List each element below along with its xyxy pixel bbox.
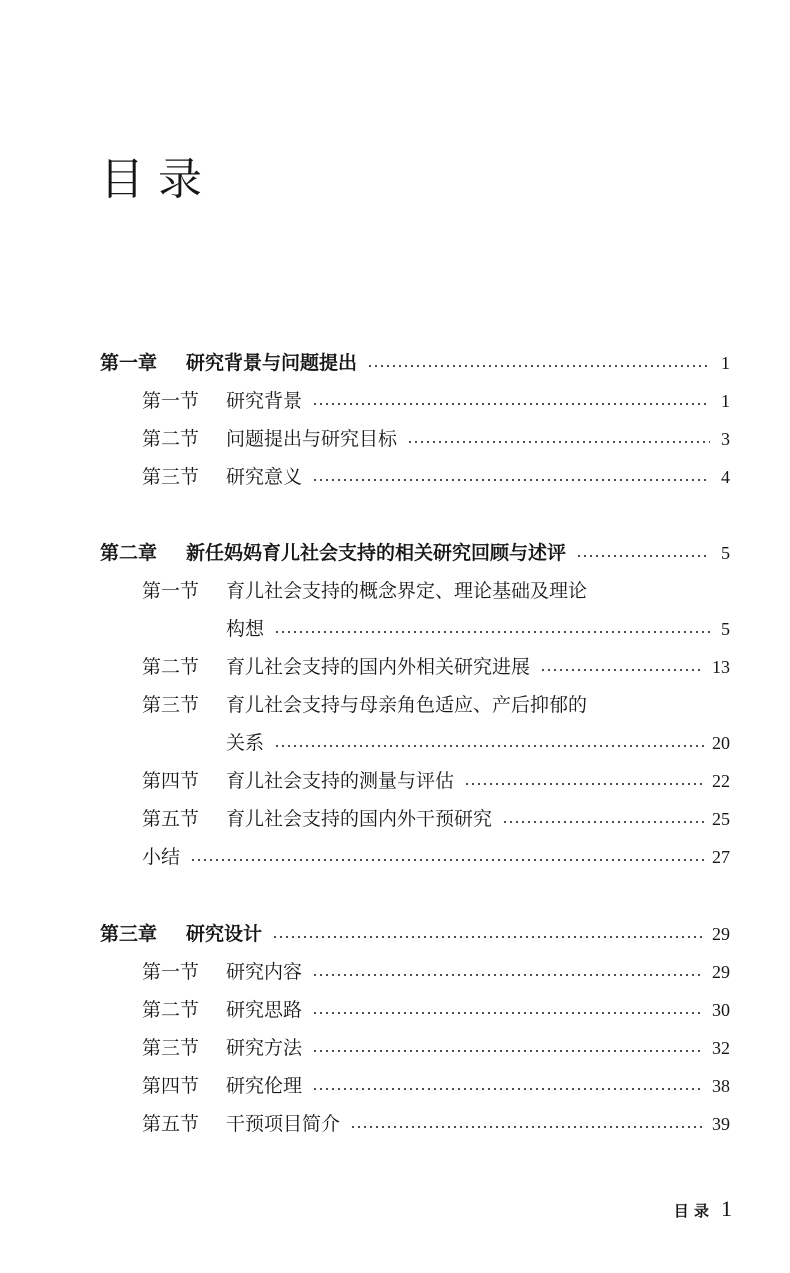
section-number: 第三节 [142,1037,200,1059]
page-number: 30 [712,1000,730,1020]
section-number: 第四节 [142,1075,200,1097]
section-number: 第五节 [142,1113,200,1135]
section-title: 育儿社会支持的概念界定、理论基础及理论 [226,580,588,602]
dot-leader [274,745,704,747]
page-number: 27 [712,847,730,867]
toc-section[interactable] [142,386,730,416]
toc-section[interactable] [142,1033,730,1063]
toc-section[interactable] [142,424,730,454]
toc-chapter-3[interactable] [100,919,730,949]
dot-leader [350,1126,704,1128]
page-title: 目 录 [100,154,202,205]
toc-section[interactable] [142,957,730,987]
page-number: 3 [721,429,730,449]
chapter-title: 研究背景与问题提出 [186,352,358,374]
dot-leader [190,859,704,861]
section-title: 研究伦理 [226,1075,303,1097]
section-number: 第一节 [142,390,200,412]
dot-leader [312,403,710,405]
dot-leader [312,479,710,481]
toc-section[interactable] [142,995,730,1025]
section-title: 研究方法 [226,1037,303,1059]
dot-leader [576,555,710,557]
section-number: 第二节 [142,656,200,678]
page-number: 13 [712,657,730,677]
toc-section[interactable] [142,804,730,834]
toc-section[interactable] [142,766,730,796]
toc-summary[interactable] [142,842,730,872]
dot-leader [540,669,704,671]
section-number: 第一节 [142,580,200,602]
summary-title: 小结 [142,846,181,868]
dot-leader [407,441,710,443]
section-number: 第三节 [142,694,200,716]
dot-leader [312,1088,704,1090]
section-number: 第四节 [142,770,200,792]
toc-section[interactable] [142,652,730,682]
chapter-number: 第三章 [100,923,158,945]
dot-leader [312,1012,704,1014]
page-number: 39 [712,1114,730,1134]
section-number: 第二节 [142,428,200,450]
page-number: 22 [712,771,730,791]
page-footer [674,1196,732,1222]
section-title: 研究思路 [226,999,303,1021]
dot-leader [312,974,704,976]
section-number: 第一节 [142,961,200,983]
section-title: 干预项目简介 [226,1113,341,1135]
section-title: 育儿社会支持的测量与评估 [226,770,455,792]
section-title: 研究意义 [226,466,303,488]
toc-chapter-2[interactable] [100,538,730,568]
section-number: 第二节 [142,999,200,1021]
toc-chapter-1[interactable] [100,348,730,378]
page-number: 1 [721,353,730,373]
section-title: 育儿社会支持的国内外干预研究 [226,808,493,830]
toc-section-continuation[interactable] [226,614,730,644]
section-title: 问题提出与研究目标 [226,428,398,450]
chapter-title: 新任妈妈育儿社会支持的相关研究回顾与述评 [186,542,567,564]
section-title: 研究背景 [226,390,303,412]
page-number: 5 [721,619,730,639]
section-title-continued: 关系 [226,732,265,754]
dot-leader [367,365,710,367]
toc-section[interactable] [142,690,730,720]
dot-leader [464,783,704,785]
chapter-number: 第一章 [100,352,158,374]
dot-leader [502,821,704,823]
dot-leader [272,936,704,938]
page-number: 4 [721,467,730,487]
section-number: 第三节 [142,466,200,488]
page-number: 29 [712,924,730,944]
toc-section[interactable] [142,1109,730,1139]
page-number: 1 [721,391,730,411]
dot-leader [274,631,710,633]
chapter-number: 第二章 [100,542,158,564]
toc-section[interactable] [142,462,730,492]
section-number: 第五节 [142,808,200,830]
page-number: 32 [712,1038,730,1058]
page-number: 29 [712,962,730,982]
toc-section[interactable] [142,1071,730,1101]
footer-page-number: 1 [721,1196,732,1221]
section-title: 育儿社会支持的国内外相关研究进展 [226,656,531,678]
page-number: 5 [721,543,730,563]
toc-section[interactable] [142,576,730,606]
footer-label: 目 录 [673,1202,709,1220]
chapter-title: 研究设计 [186,923,263,945]
page-number: 25 [712,809,730,829]
page-number: 38 [712,1076,730,1096]
section-title: 育儿社会支持与母亲角色适应、产后抑郁的 [226,694,588,716]
section-title-continued: 构想 [226,618,265,640]
dot-leader [312,1050,704,1052]
page-number: 20 [712,733,730,753]
section-title: 研究内容 [226,961,303,983]
toc-section-continuation[interactable] [226,728,730,758]
